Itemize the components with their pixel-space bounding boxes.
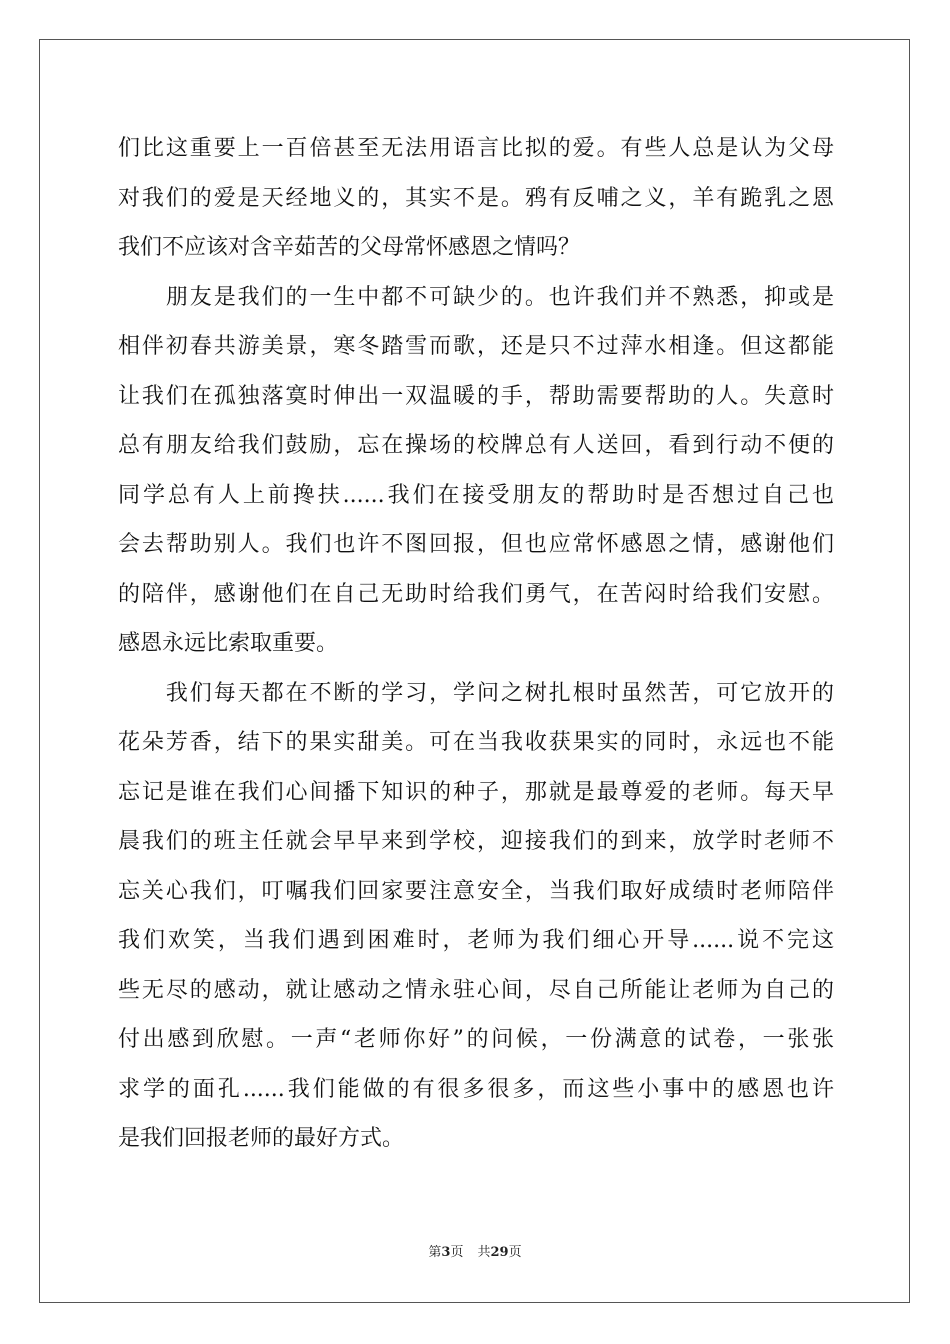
- text-line: 让我们在孤独落寞时伸出一双温暖的手，帮助需要帮助的人。失意时: [118, 383, 834, 409]
- text-line: 我们不应该对含辛茹苦的父母常怀感恩之情吗？: [118, 235, 581, 260]
- text-line: 对我们的爱是天经地义的，其实不是。鸦有反哺之义，羊有跪乳之恩: [118, 185, 834, 211]
- page-prefix: 第: [428, 1245, 442, 1260]
- page-footer: [0, 1241, 950, 1260]
- text-line: 些无尽的感动，就让感动之情永驻心间，尽自己所能让老师为自己的: [118, 977, 834, 1003]
- text-line: 们比这重要上一百倍甚至无法用语言比拟的爱。有些人总是认为父母: [118, 136, 834, 161]
- page-suffix: 页: [450, 1245, 464, 1260]
- text-line: 总有朋友给我们鼓励，忘在操场的校牌总有人送回，看到行动不便的: [118, 433, 834, 458]
- text-line: 晨我们的班主任就会早早来到学校，迎接我们的到来，放学时老师不: [118, 829, 834, 854]
- text-line: 我们每天都在不断的学习，学问之树扎根时虽然苦，可它放开的: [118, 680, 834, 706]
- text-line: 的陪伴，感谢他们在自己无助时给我们勇气，在苦闷时给我们安慰。: [118, 581, 834, 607]
- total-suffix: 页: [508, 1245, 522, 1260]
- total-prefix: 共: [477, 1245, 491, 1260]
- total-pages: 29: [490, 1245, 509, 1260]
- text-line: 付出感到欣慰。一声“老师你好”的问候，一份满意的试卷，一张张: [118, 1027, 834, 1052]
- page-number: 3: [441, 1245, 451, 1260]
- text-line: 相伴初春共游美景，寒冬踏雪而歌，还是只不过萍水相逢。但这都能: [118, 334, 834, 359]
- text-line: 同学总有人上前搀扶......我们在接受朋友的帮助时是否想过自己也: [118, 482, 834, 508]
- text-line: 花朵芳香，结下的果实甜美。可在当我收获果实的同时，永远也不能: [118, 730, 834, 755]
- text-line: 忘关心我们，叮嘱我们回家要注意安全，当我们取好成绩时老师陪伴: [118, 878, 834, 904]
- document-body: [118, 124, 834, 1164]
- text-line: 是我们回报老师的最好方式。: [118, 1126, 405, 1151]
- text-line: 会去帮助别人。我们也许不图回报，但也应常怀感恩之情，感谢他们: [118, 532, 834, 557]
- text-line: 求学的面孔......我们能做的有很多很多，而这些小事中的感恩也许: [118, 1076, 834, 1102]
- text-line: 感恩永远比索取重要。: [118, 631, 339, 656]
- text-line: 朋友是我们的一生中都不可缺少的。也许我们并不熟悉，抑或是: [118, 284, 834, 310]
- text-line: 我们欢笑，当我们遇到困难时，老师为我们细心开导......说不完这: [118, 928, 834, 953]
- text-line: 忘记是谁在我们心间播下知识的种子，那就是最尊爱的老师。每天早: [118, 779, 834, 805]
